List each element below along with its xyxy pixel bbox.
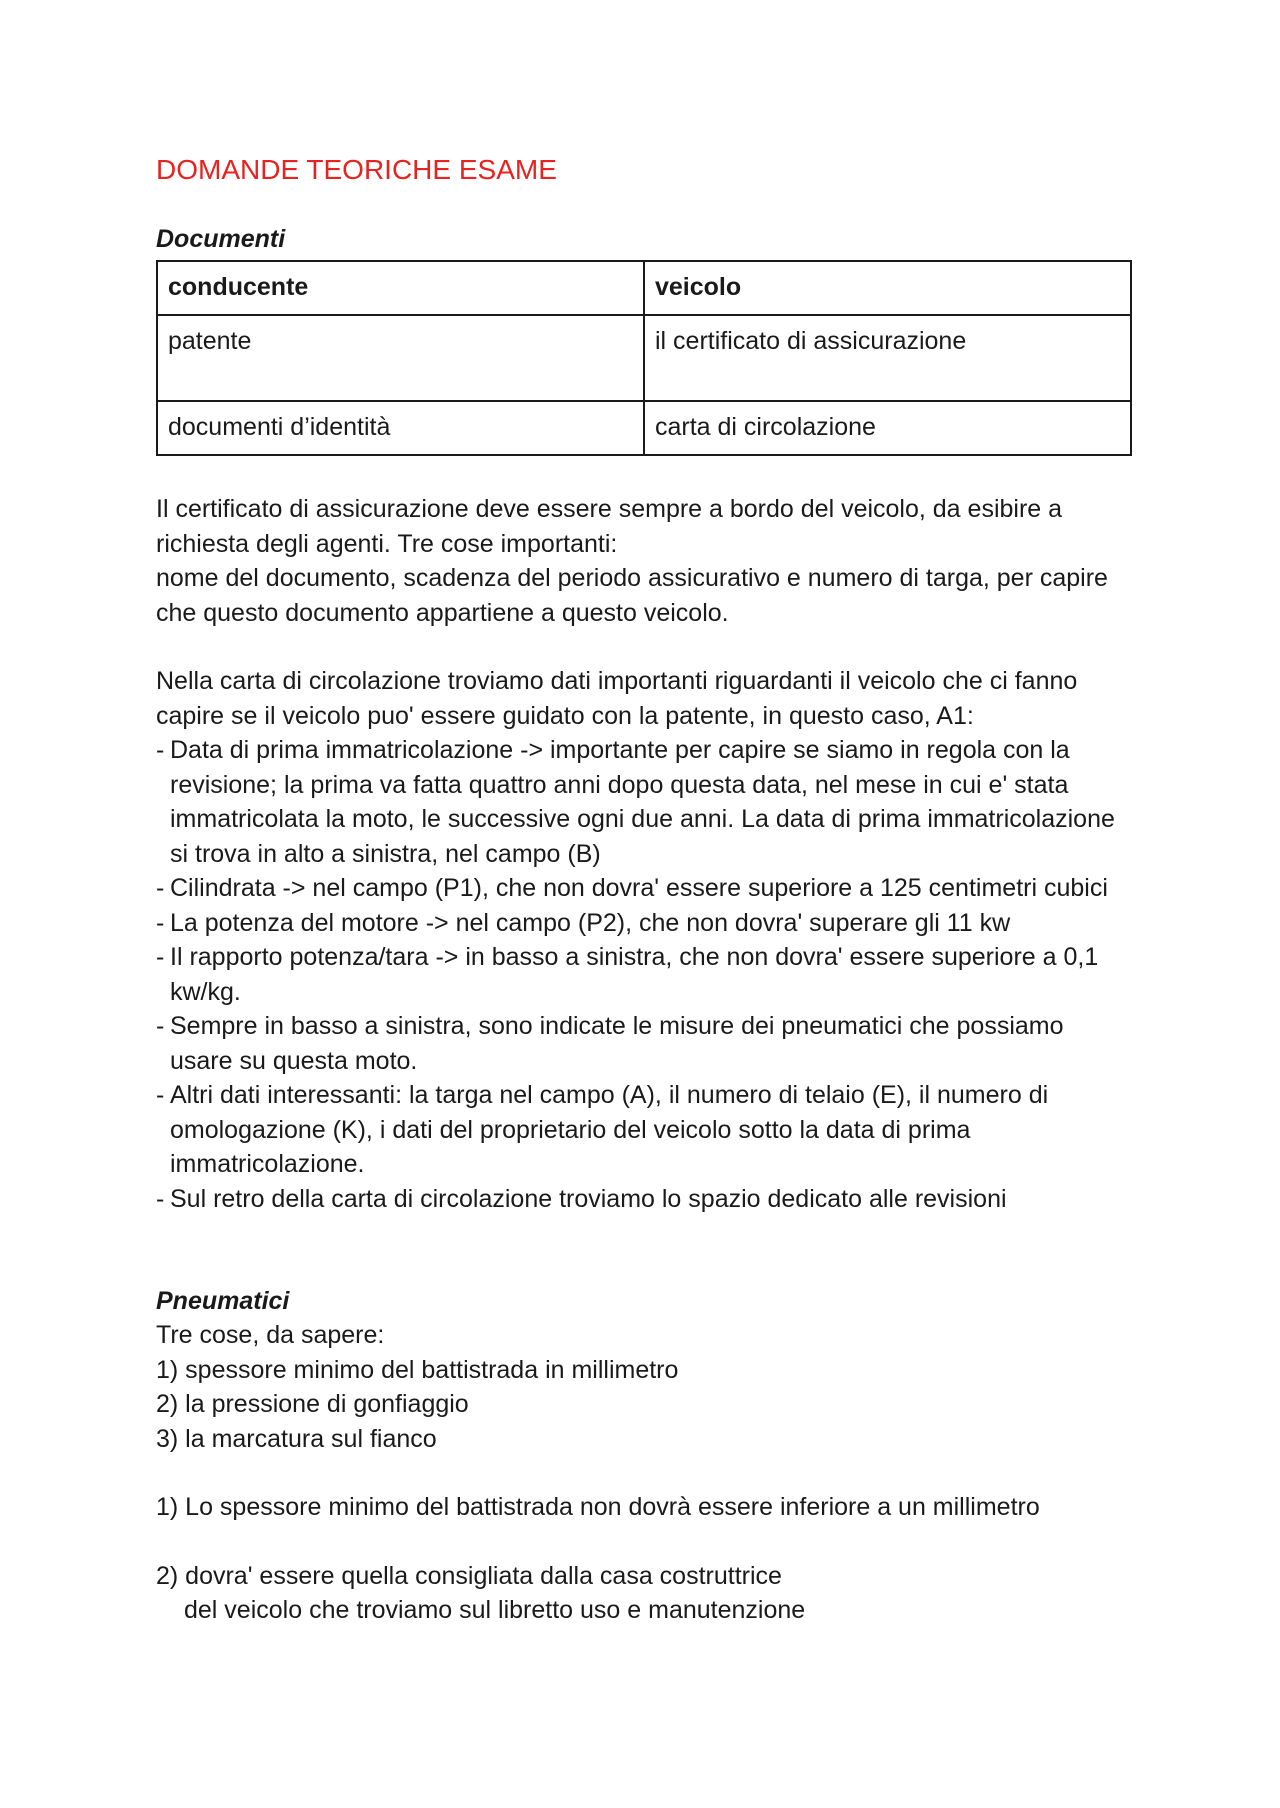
list-item: - Cilindrata -> nel campo (P1), che non dovra' essere superiore a 125 centimetri cubici bbox=[156, 871, 1132, 906]
table-header-row bbox=[157, 261, 1131, 315]
tyres-detail-1: 1) Lo spessore minimo del battistrada non dovrà essere inferiore a un millimetro bbox=[156, 1493, 1040, 1521]
table-cell: carta di circolazione bbox=[644, 401, 1131, 455]
table-row bbox=[157, 401, 1131, 455]
table-cell: il certificato di assicurazione bbox=[644, 315, 1131, 401]
insurance-paragraph: nome del documento, scadenza del periodo assicurativo e numero di targa, per capire che questo documento appartiene a questo veicolo. bbox=[156, 564, 1108, 627]
registration-list bbox=[156, 733, 1132, 1216]
tyres-detail-2 bbox=[156, 1559, 1132, 1628]
registration-intro: Nella carta di circolazione troviamo dati importanti riguardanti il veicolo che ci fanno capire se il veicolo puo' essere guidato con la patente, in questo caso, A1: bbox=[156, 667, 1078, 730]
document-page bbox=[156, 150, 1132, 1628]
list-item: 3) la marcatura sul fianco bbox=[156, 1424, 437, 1453]
list-item: - Altri dati interessanti: la targa nel campo (A), il numero di telaio (E), il numero di omologazione (K), i dati del proprietario del veicolo sotto la data di prima immatricolazione. bbox=[156, 1078, 1132, 1182]
document-title: DOMANDE TEORICHE ESAME bbox=[156, 154, 557, 185]
table-header-cell: veicolo bbox=[644, 261, 1131, 315]
list-item: 1) spessore minimo del battistrada in millimetro bbox=[156, 1355, 679, 1384]
documents-table bbox=[156, 260, 1132, 456]
table-cell: documenti d’identità bbox=[157, 401, 644, 455]
list-item: - Sul retro della carta di circolazione troviamo lo spazio dedicato alle revisioni bbox=[156, 1182, 1132, 1217]
list-item: - Data di prima immatricolazione -> importante per capire se siamo in regola con la revisione; la prima va fatta quattro anni dopo questa data, nel mese in cui e' stata immatricolata la moto, le successive ogni due anni. La data di prima immatricolazione si trova in alto a sinistra, nel campo (B) bbox=[156, 733, 1132, 871]
section-heading-documenti: Documenti bbox=[156, 225, 286, 253]
table-row bbox=[157, 315, 1131, 401]
insurance-section bbox=[156, 492, 1132, 630]
table-header-cell: conducente bbox=[157, 261, 644, 315]
tyres-section bbox=[156, 1284, 1132, 1628]
tyres-detail-2-line: 2) dovra' essere quella consigliata dalla casa costruttrice bbox=[156, 1561, 782, 1590]
table-cell: patente bbox=[157, 315, 644, 401]
tyres-intro: Tre cose, da sapere: bbox=[156, 1321, 385, 1349]
insurance-paragraph: Il certificato di assicurazione deve essere sempre a bordo del veicolo, da esibire a richiesta degli agenti. Tre cose importanti: bbox=[156, 495, 1063, 558]
list-item: - Il rapporto potenza/tara -> in basso a sinistra, che non dovra' essere superiore a 0,1 kw/kg. bbox=[156, 940, 1132, 1009]
list-item: 2) la pressione di gonfiaggio bbox=[156, 1390, 469, 1418]
spacer bbox=[156, 1216, 1132, 1284]
section-heading-pneumatici: Pneumatici bbox=[156, 1287, 290, 1315]
list-item: - Sempre in basso a sinistra, sono indicate le misure dei pneumatici che possiamo usare su questa moto. bbox=[156, 1009, 1132, 1078]
list-item: - La potenza del motore -> nel campo (P2), che non dovra' superare gli 11 kw bbox=[156, 906, 1132, 941]
registration-section bbox=[156, 664, 1132, 1216]
tyres-detail-2-line: del veicolo che troviamo sul libretto uso e manutenzione bbox=[184, 1596, 806, 1624]
